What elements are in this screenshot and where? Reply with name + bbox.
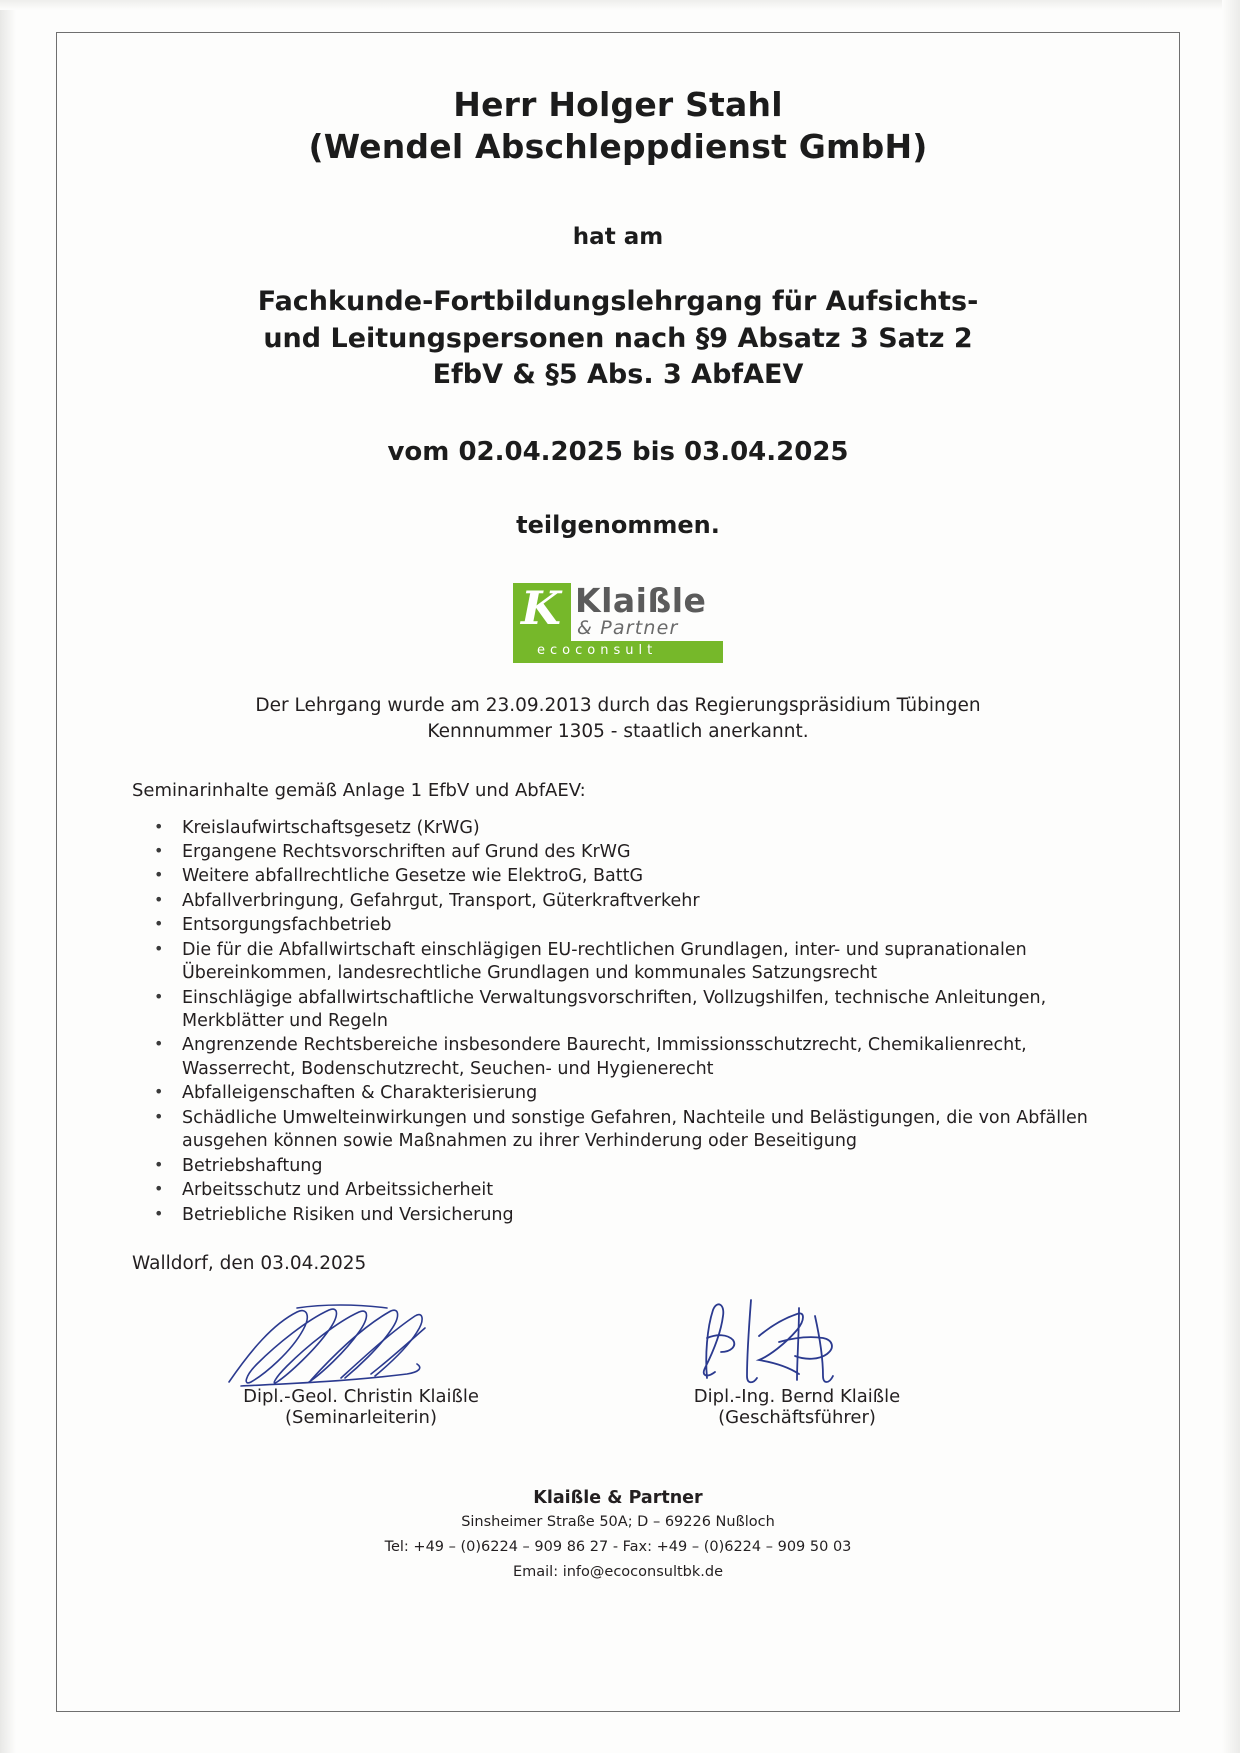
logo-company-subtitle: & Partner xyxy=(577,616,679,639)
scan-edge-top xyxy=(0,0,1240,10)
accreditation-line-2: Kennnummer 1305 - staatlich anerkannt. xyxy=(427,721,809,743)
footer-email: Email: info@ecoconsultbk.de xyxy=(512,1563,723,1580)
list-item: • Die für die Abfallwirtschaft einschlägigen EU-rechtlichen Grundlagen, inter- und supranationalen Übereinkommen, landesrechtliche Grundlagen und kommunales Satzungsrecht xyxy=(142,939,1104,986)
course-title-line-1: Fachkunde-Fortbildungslehrgang für Aufsichts- xyxy=(257,286,979,318)
document-footer xyxy=(132,1488,1104,1583)
signature-role-left: (Seminarleiterin) xyxy=(285,1406,437,1428)
company-logo-wrap xyxy=(132,579,1104,659)
list-item: • Weitere abfallrechtliche Gesetze wie ElektroG, BattG xyxy=(142,865,1104,888)
logo-monogram: K xyxy=(521,580,561,635)
course-title-line-2: und Leitungspersonen nach §9 Absatz 3 Satz 2 xyxy=(263,322,973,354)
list-item: • Arbeitsschutz und Arbeitssicherheit xyxy=(142,1179,1104,1202)
logo-company-name: Klaißle xyxy=(575,580,707,620)
footer-company-name: Klaißle & Partner xyxy=(533,1487,703,1508)
logo-tagline: ecoconsult xyxy=(537,642,658,658)
signature-role-right: (Geschäftsführer) xyxy=(718,1406,876,1428)
signature-block-left xyxy=(196,1290,526,1428)
list-item: • Abfallverbringung, Gefahrgut, Transport, Güterkraftverkehr xyxy=(142,890,1104,913)
course-title-line-3: EfbV & §5 Abs. 3 AbfAEV xyxy=(432,358,804,390)
handwritten-signature-left xyxy=(211,1290,511,1400)
contents-heading: Seminarinhalte gemäß Anlage 1 EfbV und AbfAEV: xyxy=(132,779,586,801)
signature-area xyxy=(132,1290,1104,1460)
signature-name-left: Dipl.-Geol. Christin Klaißle xyxy=(243,1385,479,1407)
participation-statement: teilgenommen. xyxy=(516,510,720,539)
signature-name-right: Dipl.-Ing. Bernd Klaißle xyxy=(693,1385,901,1407)
footer-address: Sinsheimer Straße 50A; D – 69226 Nußloch xyxy=(461,1513,775,1530)
recipient-block xyxy=(132,84,1104,168)
list-item: • Kreislaufwirtschaftsgesetz (KrWG) xyxy=(142,817,1104,840)
course-title xyxy=(132,284,1104,393)
intro-text: hat am xyxy=(572,224,664,251)
list-item: • Einschlägige abfallwirtschaftliche Verwaltungsvorschriften, Vollzugshilfen, technische Anleitungen, Merkblätter und Regeln xyxy=(142,987,1104,1034)
accreditation-line-1: Der Lehrgang wurde am 23.09.2013 durch das Regierungspräsidium Tübingen xyxy=(255,694,981,716)
list-item: • Schädliche Umwelteinwirkungen und sonstige Gefahren, Nachteile und Belästigungen, die von Abfällen ausgehen können sowie Maßnahmen zu ihrer Verhinderung oder Beseitigung xyxy=(142,1107,1104,1154)
list-item: • Betriebshaftung xyxy=(142,1155,1104,1178)
scan-edge-left xyxy=(0,0,16,1753)
list-item: • Entsorgungsfachbetrieb xyxy=(142,914,1104,937)
course-period: vom 02.04.2025 bis 03.04.2025 xyxy=(387,436,849,467)
klaissle-logo xyxy=(513,579,723,659)
place-and-date: Walldorf, den 03.04.2025 xyxy=(132,1252,367,1274)
list-item: • Abfalleigenschaften & Charakterisierung xyxy=(142,1082,1104,1105)
recipient-name: Herr Holger Stahl xyxy=(453,85,783,124)
seminar-topics-list xyxy=(132,817,1104,1227)
list-item: • Angrenzende Rechtsbereiche insbesondere Baurecht, Immissionsschutzrecht, Chemikalienrecht, Wasserrecht, Bodenschutzrecht, Seuchen- und Hygienerecht xyxy=(142,1034,1104,1081)
accreditation-note xyxy=(132,693,1104,746)
footer-phone-fax: Tel: +49 – (0)6224 – 909 86 27 - Fax: +49 – (0)6224 – 909 50 03 xyxy=(384,1538,852,1555)
recipient-company: (Wendel Abschleppdienst GmbH) xyxy=(308,127,928,167)
handwritten-signature-right xyxy=(647,1290,947,1400)
signature-block-right xyxy=(632,1290,962,1428)
list-item: • Ergangene Rechtsvorschriften auf Grund des KrWG xyxy=(142,841,1104,864)
list-item: • Betriebliche Risiken und Versicherung xyxy=(142,1204,1104,1227)
scan-edge-right xyxy=(1222,0,1240,1753)
certificate-content xyxy=(56,32,1180,1712)
